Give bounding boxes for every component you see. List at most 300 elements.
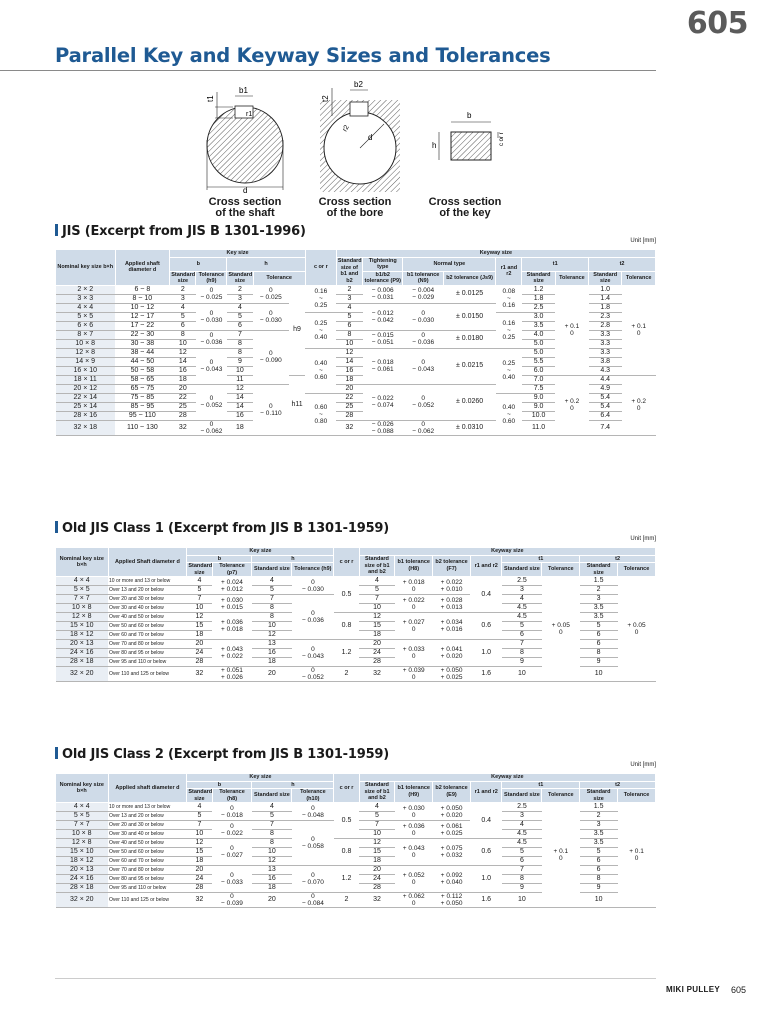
header-b2-tol: b2 tolerance (Js9) [443,271,495,285]
cell-t2-standard: 1.5 [580,577,618,586]
cell-t2-standard: 2 [580,586,618,595]
cell-h-standard: 8 [252,830,292,839]
cell-c-or-r: 0.25 ~ 0.40 [305,312,336,348]
cell-h-standard: 7 [227,330,253,339]
cell-b-tolerance: 0 − 0.022 [212,821,252,839]
cell-h-tolerance: 0 − 0.090 [253,330,289,384]
cell-t1-standard: 3.5 [522,321,555,330]
cell-r1-r2: 0.25 ~ 0.40 [496,348,522,393]
cell-t1-standard: 3 [502,812,542,821]
cell-h-standard: 8 [252,613,292,622]
cell-b2-tolerance-js9: ± 0.0180 [443,330,495,348]
header-tight-type: Tightening type [363,257,403,271]
cell-nominal-size: 25 × 14 [56,402,116,411]
cell-h-tolerance: 0 − 0.070 [292,866,334,893]
cell-r1-r2: 0.08 ~ 0.16 [496,285,522,312]
cell-shaft-diameter: Over 95 and 110 or below [108,658,187,667]
cell-b-tolerance: 0 − 0.025 [196,285,227,303]
cell-b1b2-standard: 25 [336,402,362,411]
cell-b1b2-standard: 20 [359,640,395,649]
cell-h-standard: 14 [227,393,253,402]
header-t1: t1 [522,257,589,271]
cell-b-standard: 15 [187,622,212,631]
cell-h-tolerance-class: h11 [289,375,306,435]
cell-b-standard: 12 [187,839,212,848]
cell-b-standard: 10 [187,604,212,613]
cell-b-standard: 5 [187,812,212,821]
cell-t1-standard: 9.0 [522,402,555,411]
cell-t1-standard: 8 [502,649,542,658]
cell-t2-tolerance: + 0.1 0 [618,803,656,908]
cell-nominal-size: 12 × 8 [56,348,116,357]
cell-b1b2-standard: 32 [359,893,395,908]
cell-b2-tolerance: + 0.112 + 0.050 [433,893,471,908]
cell-shaft-diameter: Over 40 and 50 or below [108,839,187,848]
cell-c-or-r: 1.2 [334,866,359,893]
cell-shaft-diameter: 38 ~ 44 [115,348,170,357]
header-c-or-r: c or r [334,548,359,577]
cell-b1b2-standard: 8 [336,330,362,339]
shaft-label-r1: r1 [246,111,253,118]
header-std-b1b2: Standard size of b1 and b2 [359,781,395,803]
cell-t2-standard: 1.4 [589,294,622,303]
cell-r1-r2: 0.6 [470,613,502,640]
cell-b1-tolerance: + 0.036 0 [395,821,433,839]
cell-b-tolerance: 0 − 0.039 [212,893,252,908]
cell-b1b2-tolerance-p9: − 0.026 − 0.088 [363,420,403,435]
cell-shaft-diameter: 8 ~ 10 [115,294,170,303]
header-std-size-t2: Standard size [580,789,618,803]
header-std-size-t1: Standard size [502,789,542,803]
shaft-caption: Cross section of the shaft [208,196,282,219]
cell-nominal-size: 10 × 8 [56,339,116,348]
cell-nominal-size: 22 × 14 [56,393,116,402]
header-std-size-t1: Standard size [522,271,555,285]
shaft-cross-section-diagram [195,80,305,195]
cell-t1-tolerance: + 0.2 0 [555,375,588,435]
cell-h-tolerance: 0 − 0.025 [253,285,289,303]
cell-nominal-size: 5 × 5 [56,312,116,321]
cell-b2-tolerance: + 0.028 + 0.013 [433,595,471,613]
cell-b1b2-standard: 12 [336,348,362,357]
cell-r1-r2: 1.6 [470,667,502,682]
cell-h-standard: 5 [227,312,253,321]
cell-b1b2-tolerance-p9: − 0.015 − 0.051 [363,330,403,348]
cell-t2-standard: 5 [580,848,618,857]
header-tol-t2: Tolerance [618,789,656,803]
section-marker [55,521,58,533]
cell-b-standard: 22 [170,393,196,402]
header-t2: t2 [580,555,656,563]
cell-c-or-r: 0.8 [334,839,359,866]
cell-b-tolerance: 0 − 0.036 [196,330,227,348]
cell-b1-tolerance-n9: 0 − 0.030 [403,303,443,330]
header-nominal: Nominal key size b×h [56,548,109,577]
cell-shaft-diameter: 22 ~ 30 [115,330,170,339]
cell-shaft-diameter: 10 or more and 13 or below [108,803,187,812]
cell-b-standard: 20 [170,384,196,393]
header-std-size-t2: Standard size [580,563,618,577]
cell-c-or-r: 0.16 ~ 0.25 [305,285,336,312]
cell-h-standard: 16 [252,649,292,658]
cell-shaft-diameter: Over 60 and 70 or below [108,631,187,640]
cell-t2-tolerance: + 0.05 0 [618,577,656,682]
cell-h-standard: 13 [252,640,292,649]
cell-b-tolerance: + 0.051 + 0.026 [212,667,252,682]
header-normal-type: Normal type [403,257,496,271]
cell-nominal-size: 32 × 18 [56,420,116,435]
cell-b1b2-standard: 32 [336,420,362,435]
cell-t1-standard: 2.5 [522,303,555,312]
header-r1r2: r1 and r2 [470,781,502,803]
cell-nominal-size: 20 × 12 [56,384,116,393]
cell-b1b2-standard: 12 [359,613,395,622]
cell-b-tolerance: + 0.024 + 0.012 [212,577,252,595]
cell-b-standard: 18 [170,375,196,384]
header-c-or-r: c or r [334,774,359,803]
header-b: b [170,257,227,271]
cell-shaft-diameter: 95 ~ 110 [115,411,170,420]
cell-t1-tolerance: + 0.1 0 [542,803,580,908]
cell-h-tolerance: 0 − 0.058 [292,821,334,866]
cell-nominal-size: 28 × 18 [56,884,109,893]
header-b1b2-tol: b1/b2 tolerance (P9) [363,271,403,285]
cell-b1-tolerance: + 0.052 0 [395,866,433,893]
cell-h-standard: 6 [227,321,253,330]
cell-t1-standard: 8 [502,875,542,884]
cell-b1b2-standard: 5 [359,812,395,821]
cell-b-standard: 20 [187,866,212,875]
cell-b1-tolerance: + 0.043 0 [395,839,433,866]
header-std-size-t1: Standard size [502,563,542,577]
cell-r1-r2: 0.4 [470,803,502,839]
cell-t1-standard: 4.5 [502,604,542,613]
cell-b1-tolerance-n9: − 0.004 − 0.029 [403,285,443,303]
key-label-h: h [432,141,437,150]
cell-nominal-size: 15 × 10 [56,622,109,631]
cell-nominal-size: 20 × 13 [56,866,109,875]
header-b: b [187,555,252,563]
cell-t1-standard: 2.5 [502,803,542,812]
cell-h-tolerance: 0 − 0.084 [292,893,334,908]
cell-t2-standard: 3.3 [589,348,622,357]
cell-r1-r2: 1.6 [470,893,502,908]
cell-t1-standard: 7 [502,866,542,875]
jis-table-body [56,285,656,435]
cell-nominal-size: 24 × 16 [56,875,109,884]
cell-t1-standard: 4 [502,821,542,830]
header-tol-b: Tolerance (p7) [212,563,252,577]
cell-nominal-size: 10 × 8 [56,604,109,613]
cell-shaft-diameter: Over 50 and 60 or below [108,622,187,631]
header-keyway-size: Keyway size [336,250,655,258]
cell-t2-standard: 1.8 [589,303,622,312]
cell-t2-standard: 5.4 [589,393,622,402]
header-std-b1b2: Standard size of b1 and b2 [337,258,362,284]
page-title: Parallel Key and Keyway Sizes and Tolerances [55,44,551,67]
cell-nominal-size: 5 × 5 [56,812,109,821]
cell-t1-standard: 5 [502,848,542,857]
cell-t1-standard: 11.0 [522,420,555,435]
cell-t1-standard: 7 [502,640,542,649]
cell-shaft-diameter: 44 ~ 50 [115,357,170,366]
cell-nominal-size: 16 × 10 [56,366,116,375]
cell-b1-tolerance-n9: 0 − 0.062 [403,420,443,435]
cell-h-standard: 8 [252,604,292,613]
header-key-size: Key size [187,548,334,556]
key-label-c-or-r: c or r [499,132,505,146]
cell-h-standard: 7 [252,595,292,604]
cross-section-diagrams [195,80,525,220]
shaft-label-t1: t1 [206,95,215,102]
cell-b-standard: 28 [187,658,212,667]
old-jis-class-1-table-body [56,577,656,682]
cell-nominal-size: 18 × 12 [56,857,109,866]
cell-b1-tolerance: + 0.022 0 [395,595,433,613]
cell-c-or-r: 2 [334,667,359,682]
cell-b-tolerance: 0 − 0.018 [212,803,252,821]
cell-b2-tolerance: + 0.050 + 0.020 [433,803,471,821]
cell-nominal-size: 24 × 16 [56,649,109,658]
cell-c-or-r: 2 [334,893,359,908]
cell-c-or-r: 0.8 [334,613,359,640]
cell-nominal-size: 6 × 6 [56,321,116,330]
cell-b-standard: 16 [170,366,196,375]
table-row [56,803,656,812]
table-row [56,375,656,384]
unit-label: Unit [mm] [630,536,656,542]
header-b1-tol: b1 tolerance (H9) [395,781,433,803]
header-std-b1b2: Standard size of b1 and b2 [359,555,395,577]
cell-t2-standard: 3.5 [580,604,618,613]
cell-b1-tolerance: + 0.033 0 [395,640,433,667]
cell-b-standard: 20 [187,640,212,649]
cell-b-standard: 5 [187,586,212,595]
cell-t2-standard: 5.4 [589,402,622,411]
cell-b1b2-standard: 20 [359,866,395,875]
cell-h-standard: 8 [252,839,292,848]
section-title-old-jis-class-2: Old JIS Class 2 (Excerpt from JIS B 1301-1959) [55,747,389,762]
cell-b-standard: 4 [187,577,212,586]
cell-b-standard: 24 [187,875,212,884]
cell-shaft-diameter: Over 110 and 125 or below [108,893,187,908]
cell-h-standard: 3 [227,294,253,303]
cell-t2-standard: 5 [580,622,618,631]
header-b2-tol: b2 tolerance (E9) [433,781,471,803]
cell-nominal-size: 12 × 8 [56,613,109,622]
cell-t2-standard: 10 [580,893,618,908]
cell-b2-tolerance: + 0.050 + 0.025 [433,667,471,682]
cell-h-standard: 8 [227,339,253,348]
header-std-size-b: Standard size [188,789,213,802]
cell-h-tolerance: 0 − 0.048 [292,803,334,821]
header-tol-t1: Tolerance [542,789,580,803]
cell-t2-standard: 2.3 [589,312,622,321]
header-nominal: Nominal key size b×h [56,250,116,286]
header-b2-tol: b2 tolerance (F7) [433,555,471,577]
cell-t2-standard: 2 [580,812,618,821]
cell-b-standard: 32 [170,420,196,435]
cell-b-standard: 28 [187,884,212,893]
header-b1-tol: b1 tolerance (H8) [395,555,433,577]
footer-brand: MIKI PULLEY [666,985,720,994]
bore-label-d: d [368,133,373,142]
cell-h-standard: 4 [252,577,292,586]
cell-b1b2-standard: 14 [336,357,362,366]
cell-t1-standard: 10.0 [522,411,555,420]
cell-shaft-diameter: 75 ~ 85 [115,393,170,402]
cell-shaft-diameter: Over 30 and 40 or below [108,830,187,839]
header-tol-h: Tolerance (h10) [292,789,334,803]
header-std-size-h: Standard size [228,271,253,284]
cell-t2-standard: 3 [580,595,618,604]
header-r1r2: r1 and r2 [496,257,522,285]
cell-t2-standard: 6 [580,857,618,866]
cell-b-standard: 10 [170,339,196,348]
cell-t2-standard: 1.0 [589,285,622,294]
cell-b2-tolerance: + 0.022 + 0.010 [433,577,471,595]
cell-b1-tolerance: + 0.027 0 [395,613,433,640]
cell-b-tolerance: 0 − 0.030 [196,303,227,330]
header-nominal: Nominal key size b×h [56,774,109,803]
cell-t1-tolerance: + 0.05 0 [542,577,580,682]
cell-h-tolerance: 0 − 0.043 [292,640,334,667]
cell-c-or-r: 1.2 [334,640,359,667]
cell-b-tolerance: 0 − 0.043 [196,348,227,384]
cell-b1-tolerance-n9: 0 − 0.043 [403,348,443,384]
cell-shaft-diameter: Over 110 and 125 or below [108,667,187,682]
cell-b-tolerance: + 0.036 + 0.018 [212,613,252,640]
cell-b1-tolerance: + 0.039 0 [395,667,433,682]
header-shaft-diameter: Applied Shaft diameter d [108,548,187,577]
cell-h-standard: 5 [252,812,292,821]
cell-h-standard: 18 [252,884,292,893]
cell-h-standard: 10 [252,622,292,631]
cell-t2-standard: 3.3 [589,330,622,339]
cell-t1-standard: 10 [502,893,542,908]
cell-shaft-diameter: Over 95 and 110 or below [108,884,187,893]
old-jis-class-1-table [55,547,656,682]
cell-h-standard: 20 [252,893,292,908]
cell-t2-standard: 6 [580,640,618,649]
cell-b1b2-standard: 7 [359,821,395,830]
cell-b1b2-standard: 4 [359,577,395,586]
bore-label-r2: r2 [341,124,351,133]
header-tol-t2: Tolerance [622,271,656,285]
cell-nominal-size: 2 × 2 [56,285,116,294]
cell-b1b2-standard: 20 [336,384,362,393]
header-c-or-r: c or r [305,250,336,286]
cell-r1-r2: 0.6 [470,839,502,866]
cell-t2-standard: 7.4 [589,420,622,435]
cell-c-or-r: 0.60 ~ 0.80 [305,393,336,435]
header-t2: t2 [580,781,656,789]
cell-h-standard: 9 [227,357,253,366]
old-jis-class-2-table [55,773,656,908]
cell-t2-standard: 1.5 [580,803,618,812]
cell-b-standard: 32 [187,667,212,682]
section-marker [55,224,58,236]
header-std-size-t2: Standard size [589,271,622,285]
cell-t1-standard: 3 [502,586,542,595]
cell-b1b2-standard: 18 [359,857,395,866]
cell-nominal-size: 32 × 20 [56,893,109,908]
header-tol-h9: Tolerance (h9) [196,271,227,285]
cell-b-standard: 28 [170,411,196,420]
cell-b-tolerance: 0 − 0.062 [196,420,227,435]
cell-h-standard: 7 [252,821,292,830]
cell-shaft-diameter: Over 20 and 30 or below [108,595,187,604]
cell-shaft-diameter: Over 50 and 60 or below [108,848,187,857]
header-std-size-h: Standard size [252,789,292,803]
cell-t1-standard: 6 [502,631,542,640]
cell-t1-standard: 2.5 [502,577,542,586]
cell-shaft-diameter: Over 60 and 70 or below [108,857,187,866]
cell-h-standard: 11 [227,375,253,384]
cell-b-tolerance: + 0.030 + 0.015 [212,595,252,613]
cell-nominal-size: 14 × 9 [56,357,116,366]
cell-b1b2-standard: 5 [336,312,362,321]
cell-c-or-r: 0.5 [334,577,359,613]
old-jis-class-2-table-body [56,803,656,908]
cell-b1b2-standard: 24 [359,649,395,658]
cell-t1-standard: 1.2 [522,285,555,294]
cell-b1-tolerance: + 0.030 0 [395,803,433,821]
cell-c-or-r: 0.5 [334,803,359,839]
header-keyway-size: Keyway size [359,774,655,782]
cell-b1b2-standard: 5 [359,586,395,595]
cell-t1-tolerance: + 0.1 0 [555,285,588,375]
cell-t2-standard: 3.5 [580,613,618,622]
cell-t2-standard: 9 [580,884,618,893]
cell-b1b2-standard: 28 [359,658,395,667]
cell-b-standard: 18 [187,631,212,640]
cell-t2-standard: 3.5 [580,839,618,848]
cell-t2-standard: 6 [580,866,618,875]
cell-t1-standard: 9 [502,884,542,893]
cell-t1-standard: 10 [502,667,542,682]
cell-b1b2-standard: 22 [336,393,362,402]
cell-r1-r2: 0.4 [470,577,502,613]
cell-b1b2-tolerance-p9: − 0.018 − 0.061 [363,348,403,384]
cell-t2-standard: 8 [580,649,618,658]
cell-h-standard: 18 [227,420,253,435]
cell-t2-standard: 6 [580,631,618,640]
cell-nominal-size: 28 × 16 [56,411,116,420]
shaft-label-b1: b1 [239,86,248,95]
cell-h-standard: 12 [252,857,292,866]
unit-label: Unit [mm] [630,762,656,768]
cell-b1b2-standard: 15 [359,622,395,631]
cell-t1-standard: 7.5 [522,384,555,393]
cell-t1-standard: 9 [502,658,542,667]
cell-t2-standard: 3.3 [589,339,622,348]
cell-h-standard: 14 [227,402,253,411]
cell-shaft-diameter: Over 13 and 20 or below [108,586,187,595]
cell-b-standard: 14 [170,357,196,366]
cell-shaft-diameter: 17 ~ 22 [115,321,170,330]
bore-cross-section-diagram [310,80,420,195]
cell-t1-standard: 5.5 [522,357,555,366]
cell-t2-standard: 9 [580,658,618,667]
cell-b2-tolerance-js9: ± 0.0310 [443,420,495,435]
cell-t1-standard: 4.5 [502,613,542,622]
cell-h-standard: 10 [252,848,292,857]
cell-nominal-size: 8 × 7 [56,330,116,339]
cell-b2-tolerance: + 0.061 + 0.025 [433,821,471,839]
cell-b-standard: 4 [187,803,212,812]
cell-shaft-diameter: Over 70 and 80 or below [108,640,187,649]
